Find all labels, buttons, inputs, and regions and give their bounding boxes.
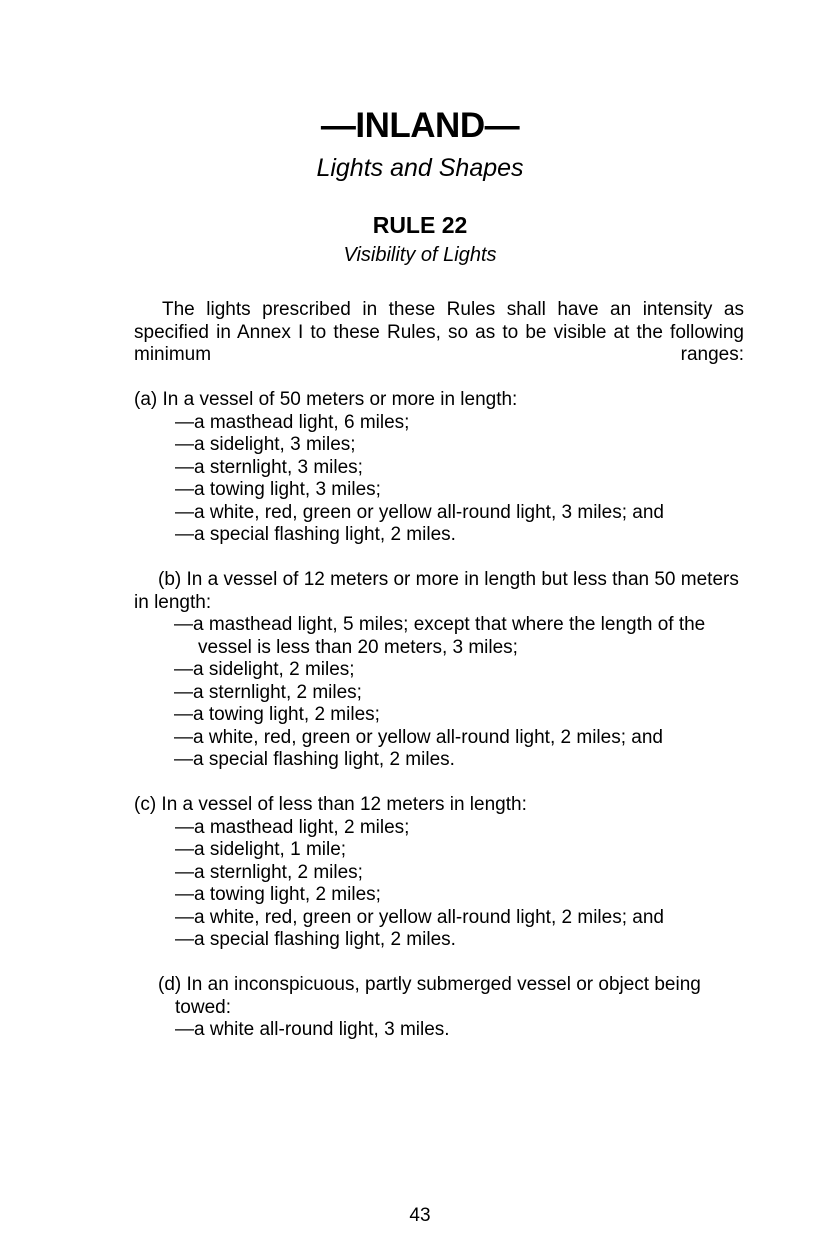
rule-subheading: Visibility of Lights [343, 244, 497, 266]
section-label-d: (d) In an inconspicuous, partly submerged vessel or object being towed: [158, 974, 701, 1018]
section-items-a [134, 412, 744, 547]
list-item: —a masthead light, 5 miles; except that where the length of the vessel is less than 20 meters, 3 miles; [174, 614, 706, 658]
list-item: —a masthead light, 6 miles; [175, 411, 410, 433]
list-item: —a masthead light, 2 miles; [175, 816, 410, 838]
list-item: —a sternlight, 2 miles; [175, 861, 363, 883]
section-spacer [134, 772, 744, 795]
list-item: —a white, red, green or yellow all-round light, 2 miles; and [175, 906, 664, 928]
section-spacer [134, 952, 744, 975]
list-item: —a sidelight, 3 miles; [175, 434, 356, 455]
list-item: —a sternlight, 3 miles; [175, 456, 363, 478]
intro-paragraph: The lights prescribed in these Rules shall have an intensity as specified in Annex I to these Rules, so as to be visible at the following minimum ranges: [134, 299, 744, 365]
list-item: —a towing light, 3 miles; [175, 479, 381, 500]
rule-body [134, 299, 744, 1042]
section-label-a: (a) In a vessel of 50 meters or more in length: [134, 389, 518, 410]
document-title: —INLAND— [320, 106, 520, 145]
list-item: —a special flashing light, 2 miles. [175, 929, 456, 950]
list-item: —a sidelight, 2 miles; [174, 659, 355, 680]
section-label-b: (b) In a vessel of 12 meters or more in length but less than 50 meters in length: [134, 569, 739, 613]
section-items-c [134, 817, 744, 952]
list-item: —a sidelight, 1 mile; [175, 839, 347, 860]
list-item: —a towing light, 2 miles; [175, 884, 381, 905]
page-number: 43 [409, 1205, 431, 1226]
list-item: —a white all-round light, 3 miles. [175, 1019, 450, 1040]
list-item: —a white, red, green or yellow all-round light, 3 miles; and [175, 501, 664, 523]
section-label-c: (c) In a vessel of less than 12 meters in length: [134, 794, 527, 815]
document-subtitle: Lights and Shapes [316, 154, 524, 182]
list-item: —a sternlight, 2 miles; [174, 681, 362, 703]
section-items-d [134, 1019, 744, 1042]
section-items-b [134, 614, 744, 772]
list-item: —a white, red, green or yellow all-round light, 2 miles; and [174, 726, 663, 748]
list-item: —a special flashing light, 2 miles. [174, 749, 455, 770]
list-item: —a special flashing light, 2 miles. [175, 524, 456, 545]
list-item: —a towing light, 2 miles; [174, 704, 380, 725]
rule-heading: RULE 22 [372, 212, 468, 238]
section-spacer [134, 547, 744, 570]
